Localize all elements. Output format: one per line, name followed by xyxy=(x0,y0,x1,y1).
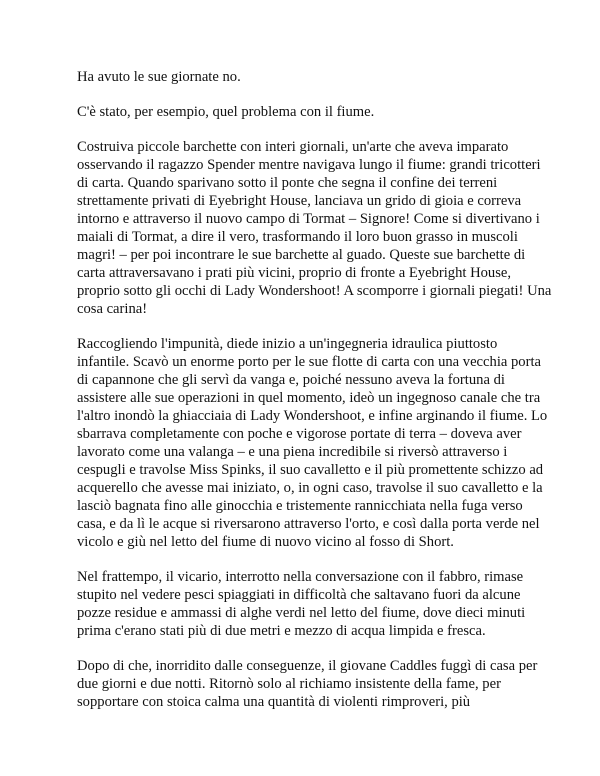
paragraph: Dopo di che, inorridito dalle conseguenze, il giovane Caddles fuggì di casa per due giorni e due notti. Ritornò solo al richiamo insistente della fame, per sopportare con stoica calma una quantità di violenti rimproveri, più xyxy=(77,658,538,710)
document-page xyxy=(77,68,552,711)
paragraph: Costruiva piccole barchette con interi giornali, un'arte che aveva imparato osservando il ragazzo Spender mentre navigava lungo il fiume: grandi tricotteri di carta. Quando sparivano sotto il ponte che segna il confine dei terreni strettamente privati di Eyebright House, lanciava un grido di gioia e correva intorno e attraverso il nuovo campo di Tormat – Signore! Come si divertivano i maiali di Tormat, a dire il vero, trasformando il loro buon grasso in muscoli magri! – per poi incontrare le sue barchette al guado. Queste sue barchette di carta attraversavano i prati più vicini, proprio di fronte a Eyebright House, proprio sotto gli occhi di Lady Wondershoot! A scomporre i giornali piegati! Una cosa carina! xyxy=(77,139,552,317)
paragraph: Nel frattempo, il vicario, interrotto nella conversazione con il fabbro, rimase stupito nel vedere pesci spiaggiati in difficoltà che saltavano fuori da alcune pozze residue e ammassi di alghe verdi nel letto del fiume, dove dieci minuti prima c'erano stati più di due metri e mezzo di acqua limpida e fresca. xyxy=(77,569,526,639)
paragraph: C'è stato, per esempio, quel problema con il fiume. xyxy=(77,104,375,120)
paragraph: Raccogliendo l'impunità, diede inizio a un'ingegneria idraulica piuttosto infantile. Scavò un enorme porto per le sue flotte di carta con una vecchia porta di capannone che gli servì da vanga e, poiché nessuno aveva la fortuna di assistere alle sue operazioni in quel momento, ideò un ingegnoso canale che tra l'altro inondò la ghiacciaia di Lady Wondershoot, e infine arginando il fiume. Lo sbarrava completamente con poche e vigorose portate di terra – doveva aver lavorato come una valanga – e una piena incredibile si riversò attraverso i cespugli e travolse Miss Spinks, il suo cavalletto e il più promettente schizzo ad acquerello che avesse mai iniziato, o, in ogni caso, travolse il suo cavalletto e la lasciò bagnata fino alle ginocchia e tristemente rannicchiata nella fuga verso casa, e da lì le acque si riversarono attraverso l'orto, e così dalla porta verde nel vicolo e giù nel letto del fiume di nuovo vicino al fosso di Short. xyxy=(77,336,548,550)
paragraph: Ha avuto le sue giornate no. xyxy=(77,69,241,85)
